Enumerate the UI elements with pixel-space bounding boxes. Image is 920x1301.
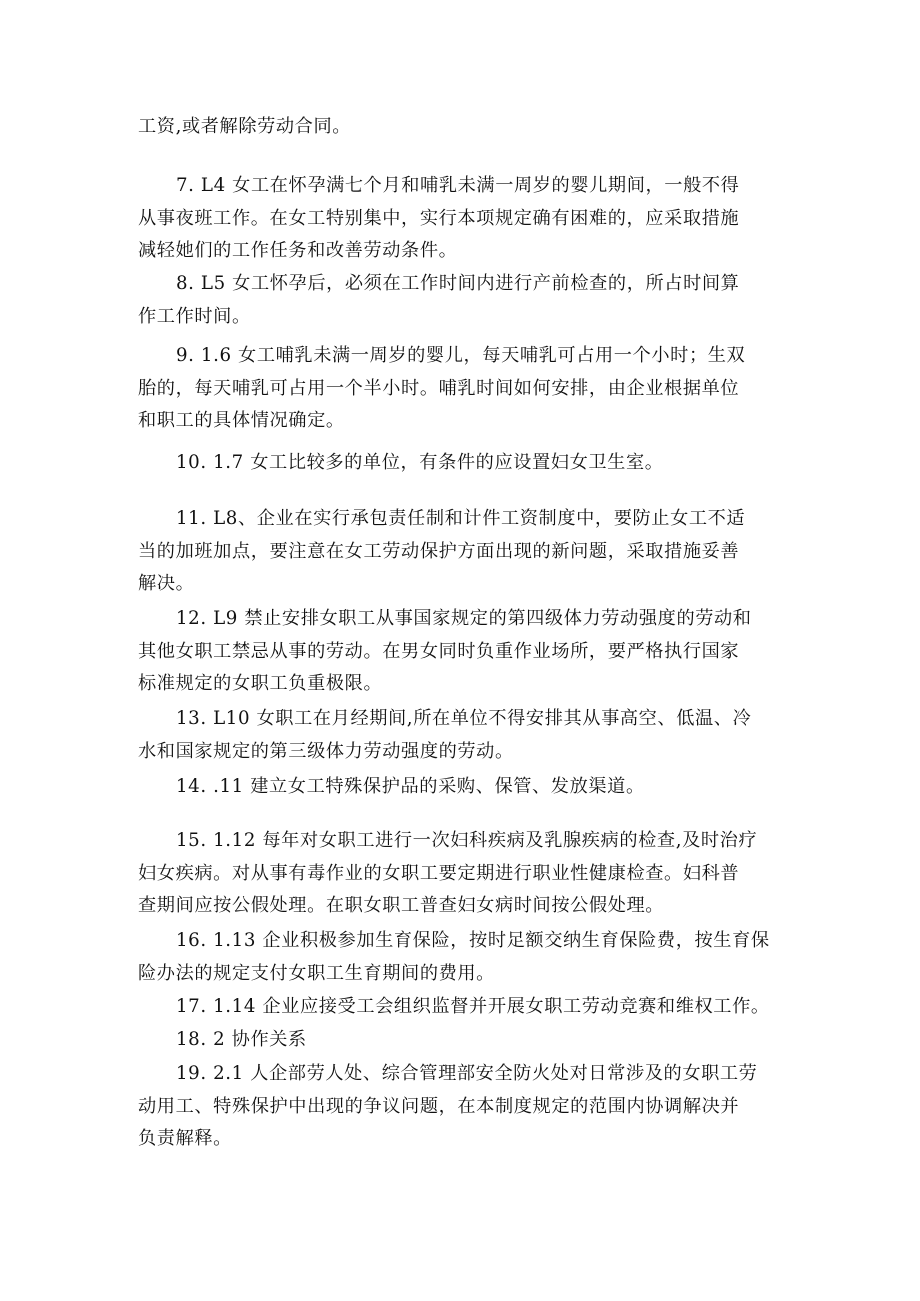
- paragraph-continuation: [138, 111, 798, 144]
- text-line: 工资,或者解除劳动合同。: [138, 116, 352, 137]
- text-line: 14. .11 建立女工特殊保护品的采购、保管、发放渠道。: [176, 776, 645, 797]
- text-line: 其他女职工禁忌从事的劳动。在男女同时负重作业场所，要严格执行国家: [138, 640, 740, 662]
- text-line: 7. L4 女工在怀孕满七个月和哺乳未满一周岁的婴儿期间，一般不得: [176, 175, 740, 196]
- text-line: 查期间应按公假处理。在职女职工普查妇女病时间按公假处理。: [138, 895, 665, 916]
- text-line: 胎的，每天哺乳可占用一个半小时。哺乳时间如何安排，由企业根据单位: [138, 377, 740, 399]
- text-line: 12. L9 禁止安排女职工从事国家规定的第四级体力劳动强度的劳动和: [176, 608, 752, 629]
- text-line: 负责解释。: [138, 1128, 232, 1149]
- text-line: 和职工的具体情况确定。: [138, 410, 345, 431]
- text-line: 15. 1.12 每年对女职工进行一次妇科疾病及乳腺疾病的检查,及时治疗: [176, 830, 758, 851]
- paragraph-12: [138, 603, 798, 701]
- text-line: 17. 1.14 企业应接受工会组织监督并开展女职工劳动竞赛和维权工作。: [176, 996, 770, 1017]
- text-line: 18. 2 协作关系: [176, 1029, 307, 1050]
- paragraph-11: [138, 503, 798, 601]
- text-line: 险办法的规定支付女职工生育期间的费用。: [138, 962, 495, 984]
- paragraph-8: [138, 268, 798, 333]
- paragraph-16: [138, 925, 798, 990]
- text-line: 16. 1.13 企业积极参加生育保险，按时足额交纳生育保险费，按生育保: [176, 930, 770, 951]
- text-line: 8. L5 女工怀孕后，必须在工作时间内进行产前检查的，所占时间算: [176, 273, 740, 294]
- text-line: 减轻她们的工作任务和改善劳动条件。: [138, 240, 458, 261]
- paragraph-17: [138, 991, 798, 1024]
- text-line: 10. 1.7 女工比较多的单位，有条件的应设置妇女卫生室。: [176, 452, 664, 473]
- paragraph-15: [138, 825, 798, 923]
- text-line: 11. L8、企业在实行承包责任制和计件工资制度中，要防止女工不适: [176, 508, 746, 529]
- text-line: 动用工、特殊保护中出现的争议问题，在本制度规定的范围内协调解决并: [138, 1095, 740, 1117]
- text-line: 水和国家规定的第三级体力劳动强度的劳动。: [138, 740, 514, 762]
- paragraph-19: [138, 1058, 798, 1156]
- paragraph-13: [138, 703, 798, 768]
- text-line: 从事夜班工作。在女工特别集中，实行本项规定确有困难的，应采取措施: [138, 207, 740, 229]
- text-line: 9. 1.6 女工哺乳未满一周岁的婴儿，每天哺乳可占用一个小时；生双: [176, 345, 746, 366]
- text-line: 当的加班加点，要注意在女工劳动保护方面出现的新问题，采取措施妥善: [138, 540, 740, 562]
- text-line: 13. L10 女职工在月经期间,所在单位不得安排其从事高空、低温、冷: [176, 708, 752, 729]
- text-line: 作工作时间。: [138, 305, 251, 327]
- paragraph-18: [138, 1024, 798, 1057]
- paragraph-10: [138, 447, 798, 480]
- paragraph-9: [138, 340, 798, 438]
- paragraph-14: [138, 771, 798, 804]
- text-line: 妇女疾病。对从事有毒作业的女职工要定期进行职业性健康检查。妇科普: [138, 862, 740, 884]
- text-line: 标准规定的女职工负重极限。: [138, 673, 383, 694]
- text-line: 解决。: [138, 573, 195, 594]
- text-line: 19. 2.1 人企部劳人处、综合管理部安全防火处对日常涉及的女职工劳: [176, 1063, 758, 1084]
- paragraph-7: [138, 170, 798, 268]
